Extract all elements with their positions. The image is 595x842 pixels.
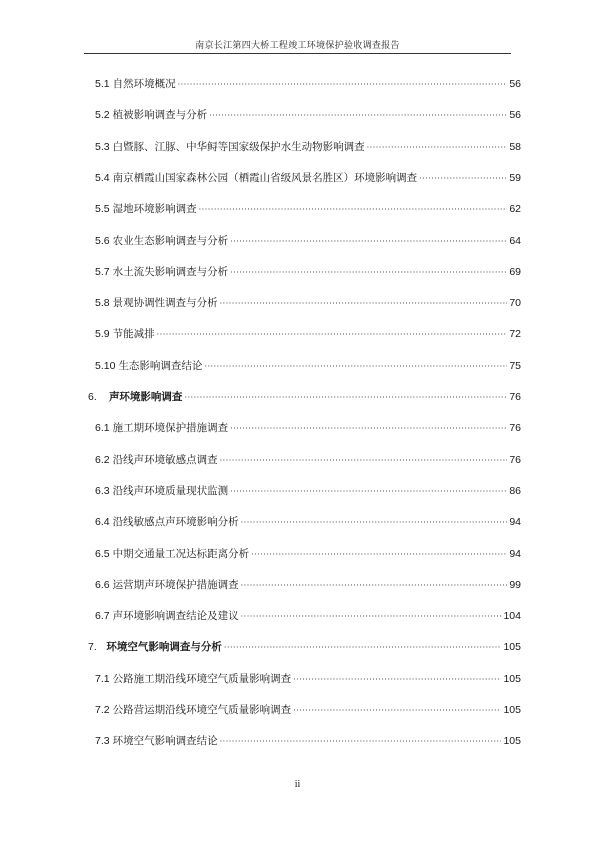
toc-entry-number: 5.8	[95, 297, 110, 310]
toc-dot-leader	[220, 734, 502, 750]
toc-entry-page: 69	[509, 265, 521, 278]
toc-entry-title: 环境空气影响调查与分析	[106, 641, 222, 654]
toc-entry[interactable]	[95, 139, 521, 155]
toc-entry-title: 南京栖霞山国家森林公园（栖霞山省级风景名胜区）环境影响调查	[112, 171, 418, 184]
toc-entry-page: 56	[509, 109, 521, 122]
toc-entry-title: 自然环境概况	[112, 78, 176, 90]
toc-entry-number: 6.3	[95, 484, 110, 497]
toc-dot-leader	[251, 547, 507, 563]
toc-entry-number: 5.9	[95, 328, 110, 341]
toc-entry-number: 6.5	[95, 547, 110, 560]
toc-entry-page: 76	[509, 391, 521, 403]
toc-entry-page: 70	[509, 297, 521, 310]
toc-entry[interactable]	[88, 639, 521, 655]
toc-dot-leader	[230, 234, 507, 250]
toc-entry-page: 76	[509, 453, 521, 466]
toc-entry-page: 94	[509, 547, 521, 560]
toc-entry[interactable]	[95, 420, 521, 436]
toc-dot-leader	[293, 703, 501, 719]
toc-entry[interactable]	[95, 201, 521, 217]
toc-entry-page: 94	[509, 516, 521, 529]
toc-entry[interactable]	[95, 483, 521, 499]
toc-entry-page: 59	[509, 171, 521, 184]
toc-dot-leader	[184, 390, 507, 406]
header-title: 南京长江第四大桥工程竣工环境保护验收调查报告	[195, 41, 400, 51]
toc-entry-number: 5.10	[95, 359, 116, 372]
toc-dot-leader	[230, 421, 507, 437]
toc-dot-leader	[204, 359, 507, 375]
toc-entry[interactable]	[95, 358, 521, 374]
toc-entry[interactable]	[95, 514, 521, 530]
toc-dot-leader	[209, 108, 507, 124]
toc-entry-page: 72	[509, 328, 521, 341]
toc-dot-leader	[178, 77, 508, 93]
toc-entry-page: 105	[503, 672, 521, 685]
toc-entry[interactable]	[95, 326, 521, 342]
toc-dot-leader	[220, 453, 508, 469]
toc-entry-title: 环境空气影响调查结论	[112, 735, 218, 748]
toc-entry-page: 105	[503, 641, 521, 654]
toc-dot-leader	[157, 327, 508, 343]
toc-entry-page: 105	[503, 704, 521, 716]
toc-entry-title: 白暨豚、江豚、中华鲟等国家级保护水生动物影响调查	[112, 140, 365, 153]
toc-entry[interactable]	[95, 608, 521, 624]
toc-entry-number: 5.7	[95, 265, 110, 278]
toc-dot-leader	[241, 515, 508, 531]
toc-entry-title: 沿线声环境敏感点调查	[112, 453, 218, 466]
toc-entry-number: 5.1	[95, 78, 110, 90]
page-number: ii	[294, 779, 301, 790]
toc-entry-number: 5.5	[95, 203, 110, 216]
toc-entry-number: 7.	[88, 641, 97, 654]
toc-dot-leader	[241, 609, 502, 625]
toc-entry-number: 6.4	[95, 516, 110, 529]
toc-entry-number: 6.7	[95, 610, 110, 623]
toc-entry-page: 75	[509, 359, 521, 372]
toc-dot-leader	[230, 265, 507, 281]
toc-entry[interactable]	[95, 577, 521, 593]
toc-entry-number: 7.2	[95, 704, 110, 716]
toc-entry-page: 62	[509, 203, 521, 216]
toc-entry-title: 农业生态影响调查与分析	[112, 234, 229, 247]
toc-entry[interactable]	[95, 76, 521, 92]
toc-entry-page: 105	[503, 735, 521, 748]
toc-entry-number: 7.3	[95, 735, 110, 748]
toc-entry-title: 湿地环境影响调查	[112, 203, 197, 216]
toc-dot-leader	[419, 171, 507, 187]
toc-entry[interactable]	[95, 671, 521, 687]
toc-entry-page: 86	[509, 484, 521, 497]
toc-dot-leader	[199, 202, 508, 218]
toc-entry-title: 声环境影响调查结论及建议	[112, 610, 239, 623]
toc-entry-number: 5.4	[95, 171, 110, 184]
toc-entry-page: 76	[509, 422, 521, 435]
toc-entry[interactable]	[95, 107, 521, 123]
toc-entry-title: 沿线敏感点声环境影响分析	[112, 516, 239, 529]
toc-entry[interactable]	[95, 295, 521, 311]
toc-entry-title: 施工期环境保护措施调查	[112, 422, 229, 435]
toc-entry-title: 沿线声环境质量现状监测	[112, 484, 229, 497]
toc-dot-leader	[220, 296, 508, 312]
toc-entry-page: 99	[509, 578, 521, 591]
toc-entry[interactable]	[95, 452, 521, 468]
toc-entry-title: 公路施工期沿线环境空气质量影响调查	[112, 672, 292, 685]
toc-entry-title: 节能减排	[112, 328, 155, 341]
toc-dot-leader	[293, 672, 501, 688]
toc-dot-leader	[230, 484, 507, 500]
toc-entry-page: 56	[509, 78, 521, 90]
toc-entry-title: 公路营运期沿线环境空气质量影响调查	[112, 704, 292, 716]
toc-entry-number: 6.6	[95, 578, 110, 591]
header-rule	[84, 53, 511, 54]
toc-entry-number: 5.2	[95, 109, 110, 122]
toc-entry-title: 植被影响调查与分析	[112, 109, 208, 122]
toc-entry[interactable]	[95, 170, 521, 186]
toc-entry-number: 7.1	[95, 672, 110, 685]
toc-entry-page: 58	[509, 140, 521, 153]
toc-entry[interactable]	[88, 389, 521, 405]
toc-entry-title: 声环境影响调查	[108, 391, 183, 403]
toc-entry[interactable]	[95, 233, 521, 249]
toc-dot-leader	[224, 640, 502, 656]
toc-entry-title: 生态影响调查结论	[118, 359, 203, 372]
toc-entry-number: 6.1	[95, 422, 110, 435]
toc-dot-leader	[241, 578, 508, 594]
toc-entry[interactable]	[95, 546, 521, 562]
toc-entry-title: 中期交通量工况达标距离分析	[112, 547, 250, 560]
toc-entry[interactable]	[95, 264, 521, 280]
toc-entry-number: 5.6	[95, 234, 110, 247]
toc-entry-page: 104	[503, 610, 521, 623]
toc-entry-number: 6.	[88, 391, 97, 403]
toc-dot-leader	[367, 140, 508, 156]
toc-entry[interactable]	[95, 702, 521, 718]
toc-entry-title: 水土流失影响调查与分析	[112, 265, 229, 278]
toc-entry-page: 64	[509, 234, 521, 247]
toc-entry[interactable]	[95, 733, 521, 749]
toc-entry-title: 运营期声环境保护措施调查	[112, 578, 239, 591]
toc-entry-number: 5.3	[95, 140, 110, 153]
toc-entry-title: 景观协调性调查与分析	[112, 297, 218, 310]
toc-entry-number: 6.2	[95, 453, 110, 466]
